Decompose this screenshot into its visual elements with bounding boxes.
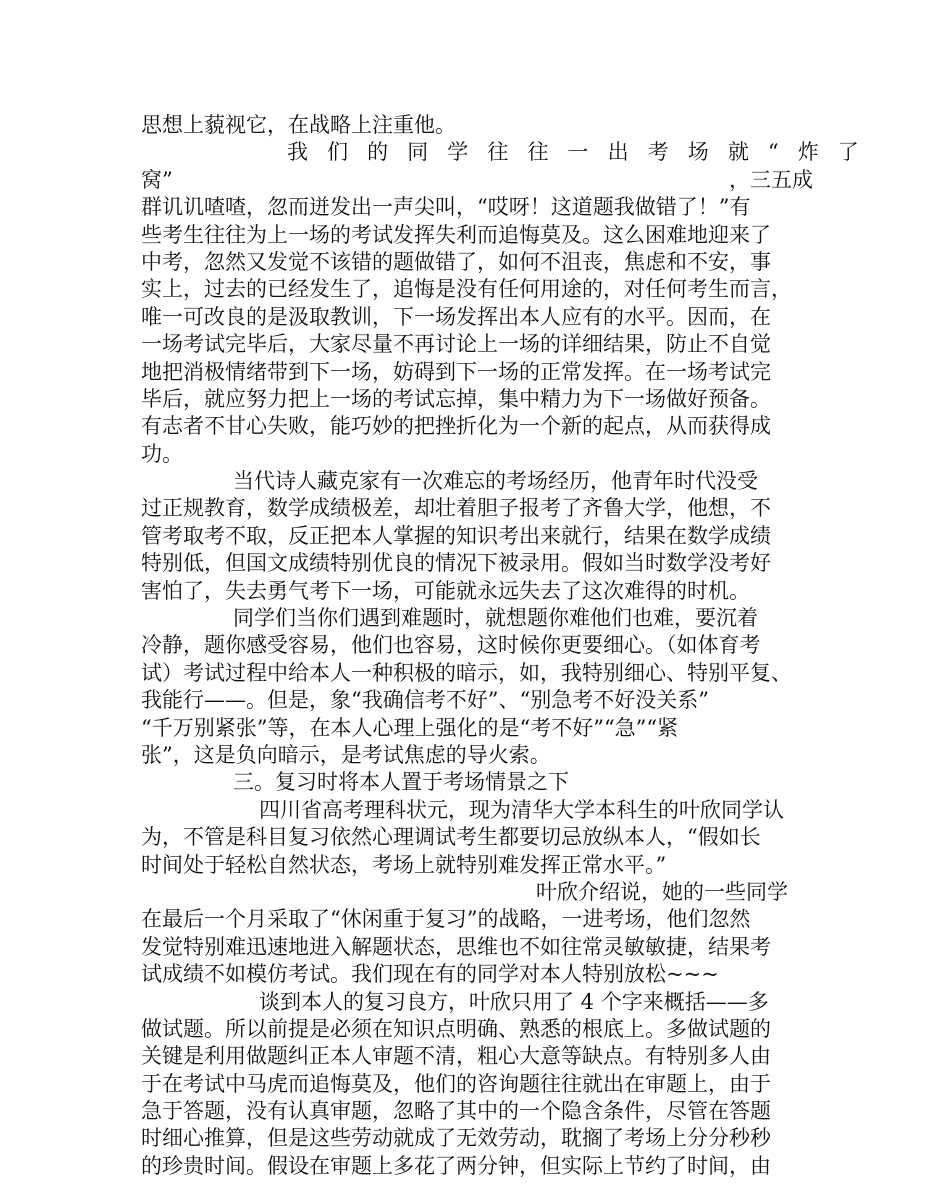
text-line: 急于答题，没有认真审题，忽略了其中的一个隐含条件，尽管在答题 [141, 1099, 771, 1124]
text-line: 做试题。所以前提是必须在知识点明确、熟悉的根底上。多做试题的 [141, 1016, 771, 1041]
text-line: 发觉特别难迅速地进入解题状态，思维也不如往常灵敏敏捷，结果考 [141, 934, 771, 959]
text-line: 时细心推算，但是这些劳动就成了无效劳动，耽搁了考场上分分秒秒 [141, 1126, 771, 1151]
text-line: 我能行——。但是，象“我确信考不好”、“别急考不好没关系” [141, 688, 709, 713]
text-line: 冷静，题你感受容易，他们也容易，这时候你更要细心。（如体育考 [141, 633, 761, 658]
text-line: 试）考试过程中给本人一种积极的暗示，如，我特别细心、特别平复、 [141, 660, 792, 685]
text-line: 关键是利用做题纠正本人审题不清，粗心大意等缺点。有特别多人由 [141, 1044, 771, 1069]
text-line: 毕后，就应努力把上一场的考试忘掉，集中精力为下一场做好预备。 [141, 386, 771, 411]
text-line: 当代诗人藏克家有一次难忘的考场经历，他青年时代没受 [233, 469, 758, 494]
text-line: 群讥讥喳喳，忽而迸发出一声尖叫，“哎呀！这道题我做错了！”有 [141, 195, 751, 220]
text-line: 些考生往往为上一场的考试发挥失利而追悔莫及。这么困难地迎来了 [141, 222, 771, 247]
text-line: 同学们当你们遇到难题时，就想题你难他们也难，要沉着 [233, 606, 758, 631]
text-line: 中考，忽然又发觉不该错的题做错了，如何不沮丧，焦虑和不安，事 [141, 249, 771, 274]
text-fragment: 窝” [141, 167, 173, 192]
text-line: 于在考试中马虎而追悔莫及，他们的咨询题往往就出在审题上，由于 [141, 1071, 771, 1096]
text-line: 时间处于轻松自然状态，考场上就特别难发挥正常水平。” [141, 852, 667, 877]
text-line: 过正规教育，数学成绩极差，却壮着胆子报考了齐鲁大学，他想，不 [141, 496, 771, 521]
text-line: 叶欣介绍说，她的一些同学 [536, 879, 788, 904]
text-line: 特别低，但国文成绩特别优良的情况下被录用。假如当时数学没考好 [141, 551, 771, 576]
text-line: 张”，这是负向暗示，是考试焦虑的导火索。 [141, 742, 551, 767]
text-line: 管考取考不取，反正把本人掌握的知识考出来就行，结果在数学成绩 [141, 523, 771, 548]
text-line: 为，不管是科目复习依然心理调试考生都要切忌放纵本人，“假如长 [141, 825, 761, 850]
text-line: 地把消极情绪带到下一场，妨碍到下一场的正常发挥。在一场考试完 [141, 359, 771, 384]
text-line: 害怕了，失去勇气考下一场，可能就永远失去了这次难得的时机。 [141, 578, 750, 603]
text-line: 实上，过去的已经发生了，追悔是没有任何用途的，对任何考生而言， [141, 277, 792, 302]
text-line [141, 167, 813, 194]
text-line: 一场考试完毕后，大家尽量不再讨论上一场的详细结果，防止不自觉 [141, 332, 771, 357]
text-line: 唯一可改良的是汲取教训，下一场发挥出本人应有的水平。因而，在 [141, 304, 771, 329]
text-line: 思想上藐视它，在战略上注重他。 [141, 113, 456, 137]
text-line: 在最后一个月采取了“休闲重于复习”的战略，一进考场，他们忽然 [141, 907, 751, 932]
text-line: 我 们 的 同 学 往 往 一 出 考 场 就 “ 炸 了 [287, 140, 865, 165]
text-line: “千万别紧张”等，在本人心理上强化的是“考不好”“急”“紧 [141, 715, 679, 740]
text-line: 四川省高考理科状元，现为清华大学本科生的叶欣同学认 [259, 797, 784, 822]
text-fragment: ，三五成 [729, 167, 813, 192]
section-heading: 三。复习时将本人置于考场情景之下 [233, 770, 569, 795]
text-line: 试成绩不如模仿考试。我们现在有的同学对本人特别放松~~~ [141, 962, 719, 987]
text-line: 功。 [141, 441, 183, 466]
body-text [141, 112, 865, 1180]
text-line: 的珍贵时间。假设在审题上多花了两分钟，但实际上节约了时间，由 [141, 1153, 771, 1178]
text-line: 谈到本人的复习良方，叶欣只用了 4 个字来概括——多 [259, 989, 769, 1014]
text-line: 有志者不甘心失败，能巧妙的把挫折化为一个新的起点，从而获得成 [141, 414, 771, 439]
